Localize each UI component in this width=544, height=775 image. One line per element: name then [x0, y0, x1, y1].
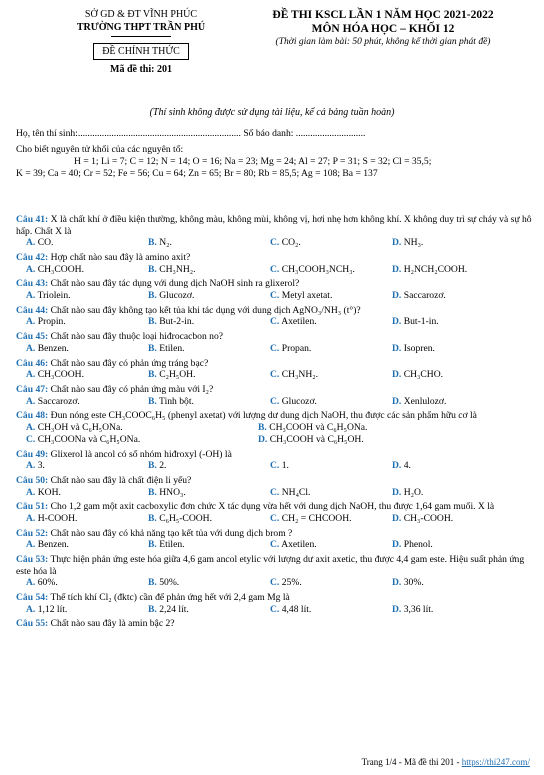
option-text: Glucozơ.	[281, 395, 317, 407]
question-stem	[16, 214, 532, 237]
answer-option	[392, 539, 522, 551]
question-number: Câu 48:	[16, 410, 49, 422]
question-text: Thực hiện phản ứng este hóa giữa 4,6 gam ancol etylic với lượng dư axit axetic, thu được 4,4 gam este. Hiệu suất phản ứng este hóa là	[16, 554, 525, 577]
answer-option	[392, 604, 522, 616]
question-text: Hợp chất nào sau đây là amino axit?	[50, 251, 191, 263]
option-text: Saccarozơ.	[37, 395, 80, 407]
option-text: HNO₃.	[159, 486, 186, 498]
exam-code: Mã đề thi: 201	[110, 64, 172, 75]
option-text: CH₃COOH và C₆H₅OH.	[269, 433, 364, 445]
answer-option	[392, 577, 522, 589]
option-letter: C.	[270, 289, 280, 301]
exam-title: ĐỀ THI KSCL LẦN 1 NĂM HỌC 2021-2022	[272, 9, 494, 21]
atomic-mass-intro: Cho biết nguyên tử khối của các nguyên tố:	[16, 144, 184, 155]
option-letter: C.	[270, 603, 280, 615]
question-text: X là chất khí ở điều kiện thường, không màu, không mùi, không vị, hơi nhẹ hơn không khí. X không duy trì sự cháy và sự hô hấp. Chất X là	[16, 214, 532, 237]
option-letter: A.	[26, 577, 36, 589]
option-text: Axetilen.	[281, 539, 317, 551]
option-text: Propan.	[281, 342, 312, 354]
option-text: CH₃COONa và C₆H₅ONa.	[37, 433, 141, 445]
question-number: Câu 55:	[16, 618, 49, 630]
option-letter: B.	[148, 263, 157, 275]
option-text: CH₃COOH và C₆H₅ONa.	[269, 421, 368, 433]
question-item	[16, 305, 532, 331]
answer-option	[392, 369, 522, 381]
question-item	[16, 528, 532, 554]
option-text: CH₃CHO.	[403, 369, 444, 381]
question-item	[16, 554, 532, 592]
answer-option	[270, 460, 392, 472]
question-text: Chất nào sau đây có khả năng tạo kết tủa với dung dịch brom ?	[50, 527, 293, 539]
option-letter: A.	[26, 289, 36, 301]
option-text: KOH.	[37, 486, 61, 498]
option-letter: D.	[392, 539, 402, 551]
option-text: Etilen.	[159, 342, 185, 354]
answer-option	[16, 422, 258, 434]
option-letter: A.	[26, 395, 36, 407]
option-text: Benzen.	[37, 539, 69, 551]
option-letter: D.	[392, 512, 402, 524]
question-gap	[16, 630, 532, 633]
option-letter: D.	[392, 460, 402, 472]
option-letter: D.	[258, 433, 268, 445]
answer-option	[270, 290, 392, 302]
option-text: But-1-in.	[403, 316, 439, 328]
question-stem	[16, 618, 532, 630]
option-letter: A.	[26, 486, 36, 498]
option-text: 4,48 lít.	[281, 603, 312, 615]
answer-option	[148, 604, 270, 616]
option-text: Glucozơ.	[159, 289, 195, 301]
option-letter: C.	[270, 316, 280, 328]
answer-option	[392, 396, 522, 408]
answer-option	[16, 290, 148, 302]
page-footer	[362, 757, 530, 767]
option-text: 25%.	[281, 577, 302, 589]
question-stem	[16, 554, 532, 577]
answer-option	[392, 237, 522, 249]
question-item	[16, 214, 532, 252]
option-letter: C.	[270, 237, 280, 249]
question-item	[16, 384, 532, 410]
subject-title: MÔN HÓA HỌC – KHỐI 12	[311, 23, 455, 35]
option-text: C₆H₅-COOH.	[159, 512, 213, 524]
option-text: Tinh bột.	[159, 395, 194, 407]
option-letter: A.	[26, 369, 36, 381]
option-letter: B.	[148, 486, 157, 498]
answer-option	[148, 369, 270, 381]
question-text: Chất nào sau đây là chất điện li yếu?	[50, 474, 192, 486]
answer-option	[16, 343, 148, 355]
option-letter: D.	[392, 603, 402, 615]
option-letter: D.	[392, 577, 402, 589]
question-stem	[16, 331, 532, 343]
official-stamp: ĐỀ CHÍNH THỨC	[93, 43, 189, 60]
question-number: Câu 41:	[16, 214, 49, 225]
option-text: 60%.	[37, 577, 58, 589]
option-letter: A.	[26, 342, 36, 354]
option-letter: C.	[270, 539, 280, 551]
question-number: Câu 49:	[16, 448, 49, 460]
answer-option	[270, 513, 392, 525]
answer-option	[270, 264, 392, 276]
option-text: Isopren.	[403, 342, 435, 354]
option-letter: D.	[392, 263, 402, 275]
option-letter: C.	[270, 460, 280, 472]
option-letter: A.	[26, 603, 36, 615]
question-item	[16, 331, 532, 357]
answer-option	[392, 290, 522, 302]
option-row	[16, 513, 532, 525]
option-text: CH₃NH₂.	[159, 263, 196, 275]
option-letter: C.	[26, 433, 36, 445]
option-letter: A.	[26, 460, 36, 472]
answer-option	[16, 577, 148, 589]
answer-option	[16, 604, 148, 616]
option-row	[16, 487, 532, 499]
answer-option	[148, 577, 270, 589]
answer-option	[16, 264, 148, 276]
option-letter: B.	[148, 237, 157, 249]
question-number: Câu 47:	[16, 383, 49, 395]
answer-option	[16, 460, 148, 472]
option-text: CH₃COOH.	[37, 369, 84, 381]
question-text: Chất nào sau đây tác dụng với dung dịch NaOH sinh ra glixerol?	[50, 278, 300, 290]
option-letter: B.	[148, 369, 157, 381]
answer-option	[392, 460, 522, 472]
option-text: 1.	[281, 460, 289, 472]
question-number: Câu 50:	[16, 474, 49, 486]
option-letter: D.	[392, 237, 402, 249]
option-text: Benzen.	[37, 342, 69, 354]
option-text: 30%.	[403, 577, 424, 589]
option-letter: D.	[392, 395, 402, 407]
option-letter: A.	[26, 421, 36, 433]
answer-option	[148, 343, 270, 355]
answer-option	[258, 422, 522, 434]
option-row	[16, 343, 532, 355]
answer-option	[270, 577, 392, 589]
question-number: Câu 54:	[16, 592, 49, 604]
option-row	[16, 237, 532, 249]
option-text: CO.	[37, 237, 54, 249]
option-letter: A.	[26, 539, 36, 551]
atomic-mass-line-1: H = 1; Li = 7; C = 12; N = 14; O = 16; Na = 23; Mg = 24; Al = 27; P = 31; S = 32; Cl = 35,5;	[74, 156, 432, 167]
answer-option	[258, 434, 522, 446]
answer-option	[148, 460, 270, 472]
answer-option	[270, 237, 392, 249]
answer-option	[392, 513, 522, 525]
option-letter: B.	[148, 289, 157, 301]
answer-option	[392, 264, 522, 276]
header-rule	[111, 36, 171, 37]
answer-option	[270, 396, 392, 408]
option-row	[16, 604, 532, 616]
question-number: Câu 51:	[16, 501, 49, 513]
question-text: Chất nào sau đây không tạo kết tủa khi tác dụng với dung dịch AgNO₃/NH₃ (t°)?	[50, 304, 361, 316]
question-text: Thể tích khí Cl₂ (đktc) cần để phản ứng hết với 2,4 gam Mg là	[50, 592, 290, 604]
department-name: SỞ GD & ĐT VĨNH PHÚC	[84, 9, 198, 20]
option-row	[16, 396, 532, 408]
option-text: 2.	[159, 460, 167, 472]
option-text: Saccarozơ.	[403, 289, 446, 301]
option-letter: D.	[392, 289, 402, 301]
option-letter: D.	[392, 342, 402, 354]
option-letter: D.	[392, 316, 402, 328]
answer-option	[16, 487, 148, 499]
option-letter: D.	[392, 369, 402, 381]
option-letter: B.	[148, 316, 157, 328]
answer-option	[392, 343, 522, 355]
question-text: Chất nào sau đây có phản ứng màu với I₂?	[50, 383, 214, 395]
answer-option	[392, 316, 522, 328]
answer-option	[148, 513, 270, 525]
answer-option	[392, 487, 522, 499]
option-text: NH₃.	[403, 237, 424, 249]
atomic-mass-block	[16, 144, 532, 180]
answer-option	[148, 539, 270, 551]
option-text: 3.	[37, 460, 45, 472]
option-letter: C.	[270, 577, 280, 589]
option-letter: A.	[26, 237, 36, 249]
option-text: CH₃COOH.	[37, 263, 84, 275]
option-letter: D.	[392, 486, 402, 498]
option-letter: B.	[148, 512, 157, 524]
option-row	[16, 290, 532, 302]
atomic-mass-line-2: K = 39; Ca = 40; Cr = 52; Fe = 56; Cu = 64; Zn = 65; Br = 80; Rb = 85,5; Ag = 108; Ba = 137	[16, 168, 378, 179]
option-letter: A.	[26, 316, 36, 328]
question-text: Chất nào sau đây thuộc loại hiđrocacbon no?	[50, 331, 224, 343]
answer-option	[16, 369, 148, 381]
candidate-info-line: Họ, tên thí sinh:.................................................................... Số báo danh: .............................	[16, 128, 366, 139]
option-text: CH₂ = CHCOOH.	[281, 512, 352, 524]
option-text: Etilen.	[159, 539, 185, 551]
option-row	[16, 434, 532, 446]
question-stem	[16, 528, 532, 540]
option-text: Xenlulozơ.	[403, 395, 447, 407]
option-letter: C.	[270, 369, 280, 381]
question-text: Cho 1,2 gam một axit cacboxylic đơn chức X tác dụng vừa hết với dung dịch NaOH, thu được 1,64 gam muối. X là	[50, 501, 495, 513]
option-text: N₂.	[159, 237, 172, 249]
option-text: Axetilen.	[281, 316, 317, 328]
question-number: Câu 42:	[16, 251, 49, 263]
instruction-note: (Thí sinh không được sử dụng tài liệu, kể cả bảng tuần hoàn)	[149, 107, 395, 118]
answer-option	[16, 237, 148, 249]
question-number: Câu 43:	[16, 278, 49, 290]
option-text: C₂H₅OH.	[159, 369, 196, 381]
footer-link[interactable]: https://thi247.com/	[461, 757, 530, 767]
footer-text: Trang 1/4 - Mã đề thi 201 -	[361, 757, 462, 767]
option-letter: B.	[148, 603, 157, 615]
option-text: Metyl axetat.	[281, 289, 333, 301]
option-text: CO₂.	[281, 237, 301, 249]
answer-option	[16, 434, 258, 446]
option-letter: A.	[26, 263, 36, 275]
question-item	[16, 618, 532, 633]
question-stem	[16, 449, 532, 461]
question-text: Chất nào sau đây là amin bậc 2?	[50, 618, 175, 630]
question-list	[16, 214, 532, 633]
option-letter: C.	[270, 486, 280, 498]
question-item	[16, 475, 532, 501]
option-text: H-COOH.	[37, 512, 78, 524]
question-stem	[16, 384, 532, 396]
option-row	[16, 577, 532, 589]
school-name: TRƯỜNG THPT TRẦN PHÚ	[76, 22, 206, 33]
option-text: CH₃OH và C₆H₅ONa.	[37, 421, 123, 433]
option-row	[16, 369, 532, 381]
answer-option	[16, 539, 148, 551]
option-row	[16, 316, 532, 328]
answer-option	[148, 487, 270, 499]
option-letter: B.	[148, 342, 157, 354]
answer-option	[16, 316, 148, 328]
option-text: 50%.	[159, 577, 180, 589]
option-letter: B.	[148, 577, 157, 589]
question-stem	[16, 278, 532, 290]
question-stem	[16, 252, 532, 264]
option-letter: C.	[270, 263, 280, 275]
question-stem	[16, 305, 532, 317]
answer-option	[16, 513, 148, 525]
option-row	[16, 264, 532, 276]
question-stem	[16, 501, 532, 513]
question-number: Câu 52:	[16, 527, 49, 539]
option-text: Phenol.	[403, 539, 433, 551]
answer-option	[270, 369, 392, 381]
answer-option	[148, 290, 270, 302]
option-text: CH₃COOH₃NCH₃.	[281, 263, 355, 275]
answer-option	[270, 539, 392, 551]
option-row	[16, 539, 532, 551]
option-text: Triolein.	[37, 289, 71, 301]
option-letter: B.	[148, 395, 157, 407]
option-text: NH₄Cl.	[281, 486, 311, 498]
answer-option	[16, 396, 148, 408]
question-text: Chất nào sau đây có phản ứng tráng bạc?	[50, 357, 209, 369]
option-letter: C.	[270, 395, 280, 407]
option-text: But-2-in.	[159, 316, 195, 328]
option-letter: B.	[258, 421, 267, 433]
option-text: CH₃NH₂.	[281, 369, 319, 381]
answer-option	[148, 396, 270, 408]
question-stem	[16, 358, 532, 370]
question-number: Câu 44:	[16, 304, 49, 316]
question-number: Câu 53:	[16, 554, 49, 566]
question-stem	[16, 410, 532, 422]
question-item	[16, 278, 532, 304]
option-letter: C.	[270, 342, 280, 354]
option-letter: B.	[148, 460, 157, 472]
time-note: (Thời gian làm bài: 50 phút, không kể thời gian phát đề)	[275, 37, 491, 47]
option-letter: B.	[148, 539, 157, 551]
option-text: Propin.	[37, 316, 66, 328]
question-item	[16, 592, 532, 618]
option-text: H₂O.	[403, 486, 424, 498]
question-item	[16, 501, 532, 527]
option-text: 1,12 lít.	[37, 603, 68, 615]
option-text: CH₃-COOH.	[403, 512, 454, 524]
question-text: Đun nóng este CH₃COOC₆H₅ (phenyl axetat) với lượng dư dung dịch NaOH, thu được các sản phẩm hữu cơ là	[50, 410, 477, 422]
question-item	[16, 358, 532, 384]
option-letter: A.	[26, 512, 36, 524]
option-letter: C.	[270, 512, 280, 524]
question-stem	[16, 592, 532, 604]
header-right	[248, 8, 518, 49]
question-number: Câu 46:	[16, 357, 49, 369]
question-item	[16, 410, 532, 448]
option-text: 3,36 lít.	[403, 603, 434, 615]
header-left	[66, 8, 216, 75]
question-stem	[16, 475, 532, 487]
answer-option	[148, 237, 270, 249]
option-row	[16, 422, 532, 434]
answer-option	[148, 316, 270, 328]
answer-option	[148, 264, 270, 276]
answer-option	[270, 343, 392, 355]
option-row	[16, 460, 532, 472]
question-item	[16, 449, 532, 475]
option-text: 4.	[403, 460, 411, 472]
question-item	[16, 252, 532, 278]
answer-option	[270, 316, 392, 328]
question-number: Câu 45:	[16, 331, 49, 343]
option-text: 2,24 lít.	[159, 603, 189, 615]
question-text: Glixerol là ancol có số nhóm hiđroxyl (-OH) là	[50, 448, 232, 460]
answer-option	[270, 604, 392, 616]
option-text: H₂NCH₂COOH.	[403, 263, 468, 275]
answer-option	[270, 487, 392, 499]
